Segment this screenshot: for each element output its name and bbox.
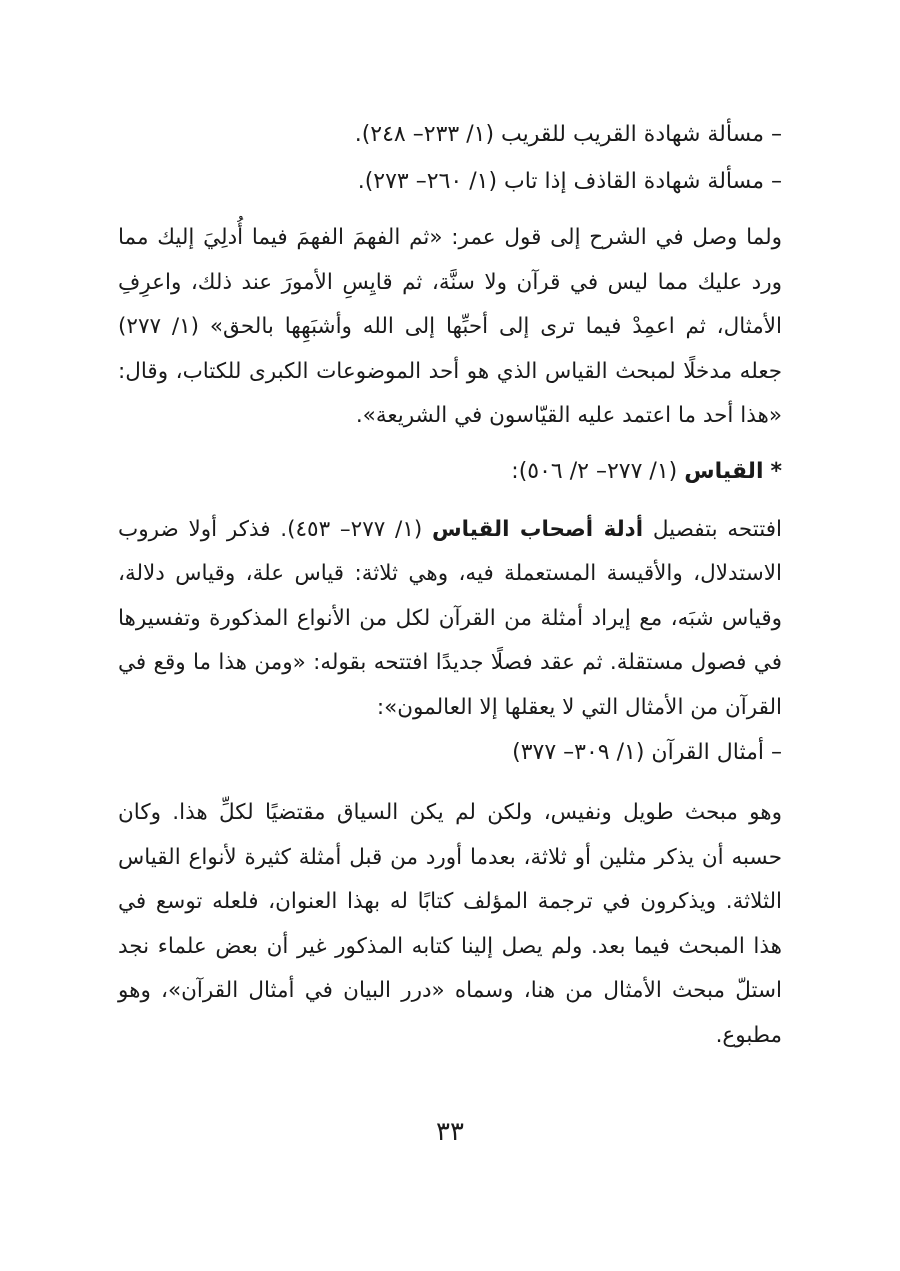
spacer	[118, 494, 782, 508]
paragraph-amthal: وهو مبحث طويل ونفيس، ولكن لم يكن السياق مقتضيًا لكلِّ هذا. وكان حسبه أن يذكر مثلين أو ثلاثة، بعدما أورد من قبل أمثلة كثيرة لأنواع القياس الثلاثة. ويذكرون في ترجمة المؤلف كتابًا له بهذا العنوان، فلعله توسع في هذا المبحث فيما بعد. ولم يصل إلينا كتابه المذكور غير أن بعض علماء نجد استلّ مبحث الأمثال من هنا، وسماه «درر البيان في أمثال القرآن»، وهو مطبوع.	[118, 800, 782, 1048]
page-body	[118, 112, 782, 1058]
section-heading	[118, 449, 782, 494]
paragraph-umar-quote: ولما وصل في الشرح إلى قول عمر: «ثم الفهمَ الفهمَ فيما أُدلِيَ إليك مما ورد عليك مما ليس في قرآن ولا سنَّة، ثم قايِسِ الأمورَ عند ذلك، واعرِفِ الأمثال، ثم اعمِدْ فيما ترى إلى أحبِّها إلى الله وأشبَهِها بالحق» (١/ ٢٧٧) جعله مدخلًا لمبحث القياس الذي هو أحد الموضوعات الكبرى للكتاب، وقال: «هذا أحد ما اعتمد عليه القيّاسون في الشريعة».	[118, 225, 782, 428]
bold-phrase: أدلة أصحاب القياس	[432, 516, 644, 542]
bullet-item: – مسألة شهادة القاذف إذا تاب (١/ ٢٦٠– ٢٧٣).	[357, 169, 782, 194]
heading-reference: (١/ ٢٧٧– ٢/ ٥٠٦):	[511, 458, 678, 484]
paragraph-text: (١/ ٢٧٧– ٤٥٣). فذكر أولا ضروب الاستدلال، والأقيسة المستعملة فيه، وهي ثلاثة: قياس علة، وقياس دلالة، وقياس شبَه، مع إيراد أمثلة من القرآن لكل من الأنواع المذكورة وتفسيرها في فصول مستقلة. ثم عقد فصلًا جديدًا افتتحه بقوله: «ومن هذا ما وقع في القرآن من الأمثال التي لا يعقلها إلا العالمون»:	[118, 516, 782, 720]
paragraph-text: افتتحه بتفصيل	[643, 516, 782, 542]
spacer	[118, 777, 782, 791]
bullet-item: – مسألة شهادة القريب للقريب (١/ ٢٣٣– ٢٤٨).	[354, 122, 782, 147]
paragraph-qiyas-evidence	[118, 508, 782, 731]
bullet-item: – أمثال القرآن (١/ ٣٠٩– ٣٧٧)	[512, 740, 782, 765]
spacer	[118, 206, 782, 216]
heading-star: *	[770, 458, 782, 484]
spacer	[118, 439, 782, 449]
page-number: ٣٣	[436, 1117, 464, 1147]
heading-title: القياس	[684, 458, 764, 484]
